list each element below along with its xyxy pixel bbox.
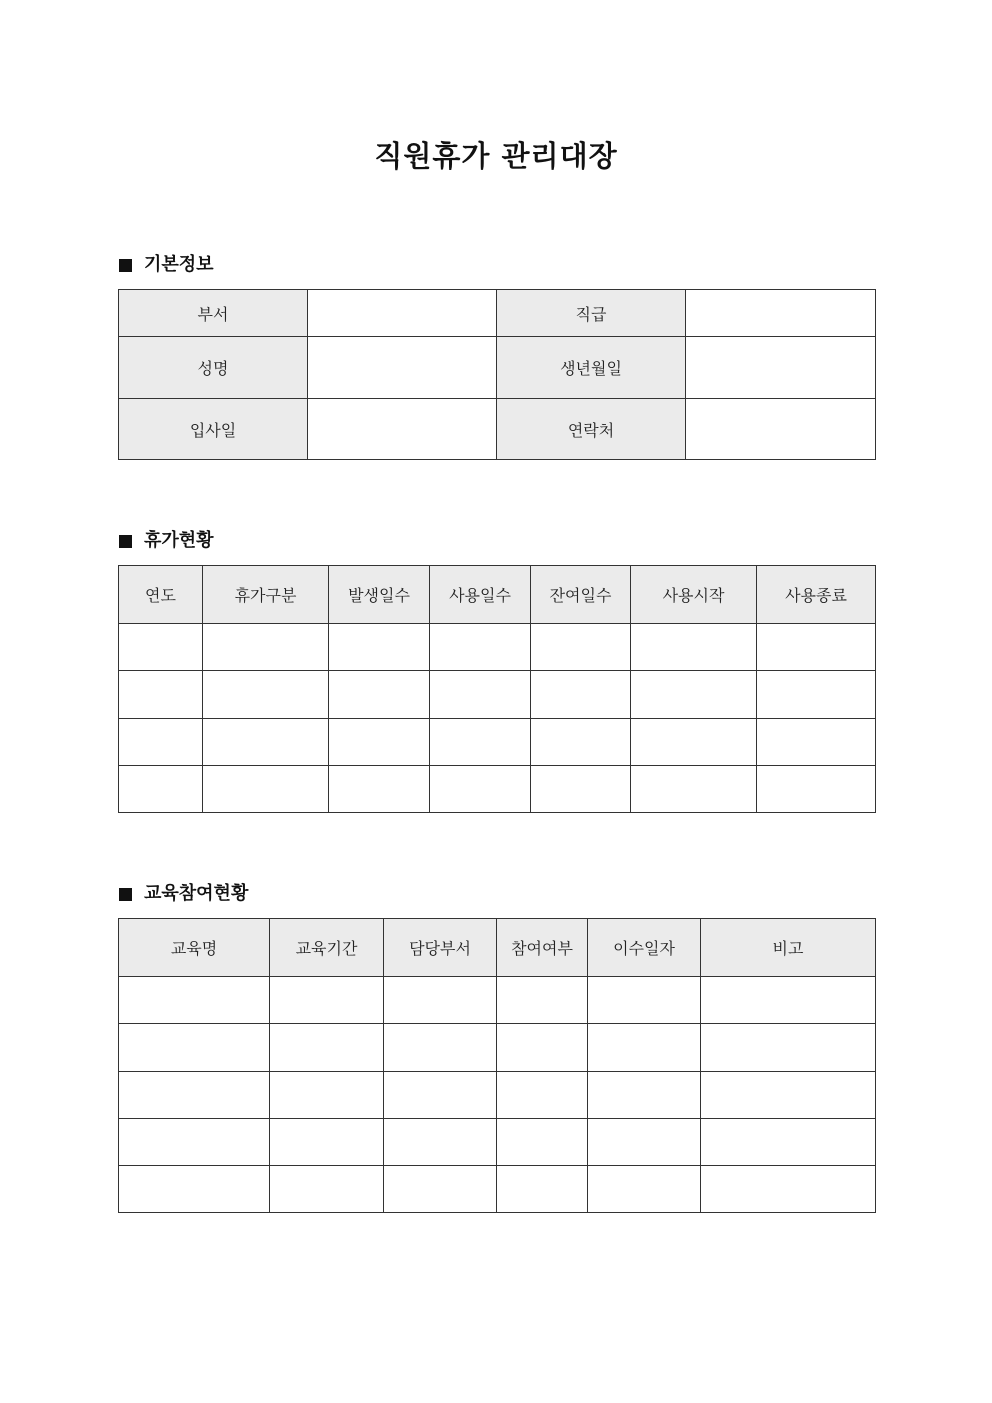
table-cell[interactable] bbox=[701, 1119, 876, 1166]
table-cell[interactable] bbox=[270, 1119, 384, 1166]
table-cell[interactable] bbox=[757, 766, 876, 813]
table-cell[interactable] bbox=[329, 766, 430, 813]
column-header-participation: 참여여부 bbox=[497, 919, 588, 977]
table-cell[interactable] bbox=[203, 719, 329, 766]
table-cell[interactable] bbox=[430, 719, 531, 766]
label-department: 부서 bbox=[119, 290, 308, 337]
contact-field[interactable] bbox=[686, 399, 876, 460]
basic-info-table bbox=[118, 289, 876, 460]
table-row bbox=[119, 719, 876, 766]
leave-status-table bbox=[118, 565, 876, 813]
table-cell[interactable] bbox=[270, 1072, 384, 1119]
column-header-days-granted: 발생일수 bbox=[329, 566, 430, 624]
table-cell[interactable] bbox=[119, 1119, 270, 1166]
table-cell[interactable] bbox=[588, 1166, 701, 1213]
table-cell[interactable] bbox=[757, 624, 876, 671]
table-cell[interactable] bbox=[701, 1024, 876, 1072]
table-header-row bbox=[119, 919, 876, 977]
table-row bbox=[119, 1119, 876, 1166]
table-cell[interactable] bbox=[119, 1072, 270, 1119]
table-cell[interactable] bbox=[270, 977, 384, 1024]
table-row bbox=[119, 624, 876, 671]
training-status-table bbox=[118, 918, 876, 1213]
table-row bbox=[119, 1166, 876, 1213]
column-header-department-in-charge: 담당부서 bbox=[384, 919, 497, 977]
column-header-completion-date: 이수일자 bbox=[588, 919, 701, 977]
table-header-row bbox=[119, 566, 876, 624]
table-cell[interactable] bbox=[497, 1166, 588, 1213]
section-heading-training-status bbox=[119, 882, 248, 906]
table-cell[interactable] bbox=[384, 1119, 497, 1166]
table-cell[interactable] bbox=[203, 624, 329, 671]
table-cell[interactable] bbox=[531, 766, 631, 813]
section-heading-label: 기본정보 bbox=[144, 254, 214, 275]
section-heading-basic-info bbox=[119, 253, 214, 277]
label-hire-date: 입사일 bbox=[119, 399, 308, 460]
department-field[interactable] bbox=[308, 290, 497, 337]
table-row bbox=[119, 671, 876, 719]
table-cell[interactable] bbox=[119, 671, 203, 719]
table-cell[interactable] bbox=[384, 1024, 497, 1072]
table-cell[interactable] bbox=[430, 671, 531, 719]
table-cell[interactable] bbox=[329, 671, 430, 719]
name-field[interactable] bbox=[308, 337, 497, 399]
table-cell[interactable] bbox=[497, 1072, 588, 1119]
table-cell[interactable] bbox=[119, 1166, 270, 1213]
table-row bbox=[119, 1072, 876, 1119]
column-header-training-name: 교육명 bbox=[119, 919, 270, 977]
table-cell[interactable] bbox=[757, 719, 876, 766]
table-row bbox=[119, 337, 876, 399]
table-cell[interactable] bbox=[384, 1166, 497, 1213]
table-cell[interactable] bbox=[203, 766, 329, 813]
section-heading-label: 휴가현황 bbox=[144, 530, 214, 551]
table-cell[interactable] bbox=[497, 977, 588, 1024]
table-cell[interactable] bbox=[430, 766, 531, 813]
column-header-remarks: 비고 bbox=[701, 919, 876, 977]
table-cell[interactable] bbox=[119, 624, 203, 671]
section-heading-leave-status bbox=[119, 529, 214, 553]
table-cell[interactable] bbox=[531, 719, 631, 766]
table-cell[interactable] bbox=[701, 977, 876, 1024]
table-cell[interactable] bbox=[497, 1119, 588, 1166]
label-position: 직급 bbox=[497, 290, 686, 337]
table-cell[interactable] bbox=[119, 1024, 270, 1072]
table-cell[interactable] bbox=[701, 1166, 876, 1213]
table-cell[interactable] bbox=[588, 1119, 701, 1166]
birthdate-field[interactable] bbox=[686, 337, 876, 399]
table-cell[interactable] bbox=[757, 671, 876, 719]
table-cell[interactable] bbox=[203, 671, 329, 719]
square-bullet-icon bbox=[119, 888, 132, 901]
table-cell[interactable] bbox=[384, 1072, 497, 1119]
table-cell[interactable] bbox=[531, 624, 631, 671]
table-cell[interactable] bbox=[588, 1072, 701, 1119]
table-cell[interactable] bbox=[270, 1166, 384, 1213]
section-heading-label: 교육참여현황 bbox=[144, 883, 249, 904]
table-row bbox=[119, 290, 876, 337]
hire-date-field[interactable] bbox=[308, 399, 497, 460]
table-cell[interactable] bbox=[631, 719, 757, 766]
table-cell[interactable] bbox=[329, 719, 430, 766]
column-header-use-end: 사용종료 bbox=[757, 566, 876, 624]
page-title: 직원휴가 관리대장 bbox=[374, 139, 618, 173]
square-bullet-icon bbox=[119, 535, 132, 548]
table-cell[interactable] bbox=[701, 1072, 876, 1119]
table-row bbox=[119, 1024, 876, 1072]
table-cell[interactable] bbox=[119, 719, 203, 766]
table-cell[interactable] bbox=[631, 624, 757, 671]
table-cell[interactable] bbox=[384, 977, 497, 1024]
table-cell[interactable] bbox=[631, 671, 757, 719]
position-field[interactable] bbox=[686, 290, 876, 337]
label-contact: 연락처 bbox=[497, 399, 686, 460]
table-cell[interactable] bbox=[531, 671, 631, 719]
column-header-year: 연도 bbox=[119, 566, 203, 624]
table-cell[interactable] bbox=[631, 766, 757, 813]
table-row bbox=[119, 977, 876, 1024]
column-header-leave-type: 휴가구분 bbox=[203, 566, 329, 624]
square-bullet-icon bbox=[119, 259, 132, 272]
column-header-days-remaining: 잔여일수 bbox=[531, 566, 631, 624]
table-cell[interactable] bbox=[430, 624, 531, 671]
table-cell[interactable] bbox=[119, 977, 270, 1024]
label-name: 성명 bbox=[119, 337, 308, 399]
column-header-training-period: 교육기간 bbox=[270, 919, 384, 977]
label-birthdate: 생년월일 bbox=[497, 337, 686, 399]
table-cell[interactable] bbox=[329, 624, 430, 671]
column-header-days-used: 사용일수 bbox=[430, 566, 531, 624]
table-cell[interactable] bbox=[588, 977, 701, 1024]
table-cell[interactable] bbox=[497, 1024, 588, 1072]
table-cell[interactable] bbox=[270, 1024, 384, 1072]
table-cell[interactable] bbox=[119, 766, 203, 813]
table-cell[interactable] bbox=[588, 1024, 701, 1072]
column-header-use-start: 사용시작 bbox=[631, 566, 757, 624]
table-row bbox=[119, 766, 876, 813]
table-row bbox=[119, 399, 876, 460]
